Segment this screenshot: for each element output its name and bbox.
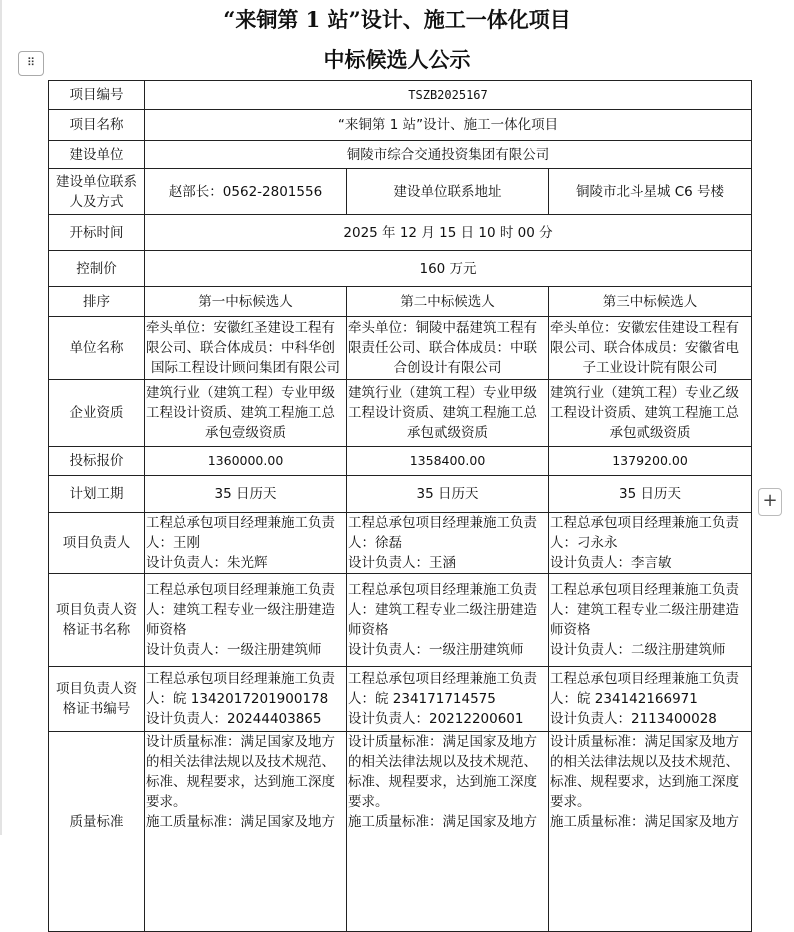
project-name: “来铜第 1 站”设计、施工一体化项目 [145,110,752,141]
row-open-time [49,215,752,251]
row-bid-price [49,447,752,476]
leader-cert-name-cell [145,574,347,667]
cell-line: 工程总承包项目经理兼施工负责人：建筑工程专业二级注册建造师资格 [550,582,739,638]
plus-icon[interactable]: + [758,488,782,516]
row-control-price [49,251,752,287]
qualification-cell: 建筑行业（建筑工程）专业甲级工程设计资质、建筑工程施工总承包贰级资质 [347,380,549,447]
label: 项目名称 [49,110,145,141]
row-quality-standard [49,732,752,932]
rank: 第三中标候选人 [549,287,752,317]
open-time: 2025 年 12 月 15 日 10 时 00 分 [145,215,752,251]
leader-cert-name-cell [549,574,752,667]
project-leader-cell [347,513,549,574]
row-project-no [49,81,752,110]
label: 企业资质 [49,380,145,447]
unit-name-cell: 牵头单位：铜陵中磊建筑工程有限责任公司、联合体成员：中联合创设计有限公司 [347,317,549,380]
bid-price-cell: 1379200.00 [549,447,752,476]
cell-line: 工程总承包项目经理兼施工负责人：徐磊 [348,515,537,551]
cell-line: 设计质量标准：满足国家及地方的相关法律法规以及技术规范、标准、规程要求，达到施工深度要求。 [348,734,537,810]
label: 计划工期 [49,476,145,513]
label: 单位名称 [49,317,145,380]
document-title: “来铜第 1 站”设计、施工一体化项目 [223,7,571,32]
bid-price-cell: 1360000.00 [145,447,347,476]
qualification-cell: 建筑行业（建筑工程）专业甲级工程设计资质、建筑工程施工总承包壹级资质 [145,380,347,447]
page-edge [0,0,2,835]
project-no: TSZB2025167 [145,81,752,110]
leader-cert-name-cell [347,574,549,667]
table-move-handle-icon[interactable]: ⠿ [18,51,44,76]
row-qualification [49,380,752,447]
unit-name-cell: 牵头单位：安徽红圣建设工程有限公司、联合体成员：中科华创国际工程设计顾问集团有限公司 [145,317,347,380]
rank: 第二中标候选人 [347,287,549,317]
address: 铜陵市北斗星城 C6 号楼 [549,169,752,215]
label: 项目负责人资格证书名称 [49,574,145,667]
cell-line: 设计负责人：朱光辉 [146,555,268,571]
cell-line: 工程总承包项目经理兼施工负责人：刁永永 [550,515,739,551]
cell-line: 设计质量标准：满足国家及地方的相关法律法规以及技术规范、标准、规程要求，达到施工深度要求。 [550,734,739,810]
qualification-cell: 建筑行业（建筑工程）专业乙级工程设计资质、建筑工程施工总承包贰级资质 [549,380,752,447]
label: 投标报价 [49,447,145,476]
cell-line: 工程总承包项目经理兼施工负责人：皖 234142166971 [550,671,739,707]
leader-cert-no-cell [145,667,347,732]
cell-line: 施工质量标准：满足国家及地方 [146,814,335,830]
label: 建设单位 [49,141,145,169]
project-leader-cell [549,513,752,574]
cell-line: 设计负责人：二级注册建筑师 [550,642,726,658]
label: 项目负责人 [49,513,145,574]
cell-line: 设计负责人：李言敏 [550,555,672,571]
owner: 铜陵市综合交通投资集团有限公司 [145,141,752,169]
label: 建设单位联系人及方式 [49,169,145,215]
row-project-name [49,110,752,141]
cell-line: 设计负责人：一级注册建筑师 [146,642,322,658]
row-unit-name [49,317,752,380]
project-leader-cell [145,513,347,574]
cell-line: 施工质量标准：满足国家及地方 [348,814,537,830]
label: 项目编号 [49,81,145,110]
quality-standard-cell [549,732,752,932]
cell-line: 设计质量标准：满足国家及地方的相关法律法规以及技术规范、标准、规程要求，达到施工深度要求。 [146,734,335,810]
control-price: 160 万元 [145,251,752,287]
label: 排序 [49,287,145,317]
cell-line: 工程总承包项目经理兼施工负责人：皖 234171714575 [348,671,537,707]
announcement-table [48,80,752,932]
row-contact [49,169,752,215]
cell-line: 工程总承包项目经理兼施工负责人：建筑工程专业一级注册建造师资格 [146,582,335,638]
row-rank [49,287,752,317]
label: 控制价 [49,251,145,287]
cell-line: 设计负责人：20244403865 [146,711,322,727]
duration-cell: 35 日历天 [549,476,752,513]
leader-cert-no-cell [549,667,752,732]
duration-cell: 35 日历天 [347,476,549,513]
label: 建设单位联系地址 [347,169,549,215]
cell-line: 工程总承包项目经理兼施工负责人：王刚 [146,515,335,551]
quality-standard-cell [347,732,549,932]
document-subtitle: 中标候选人公示 [323,47,471,72]
row-leader-cert-name [49,574,752,667]
label: 项目负责人资格证书编号 [49,667,145,732]
cell-line: 设计负责人：王涵 [348,555,456,571]
row-leader-cert-no [49,667,752,732]
unit-name-cell: 牵头单位：安徽宏佳建设工程有限公司、联合体成员：安徽省电子工业设计院有限公司 [549,317,752,380]
label: 质量标准 [49,732,145,932]
cell-line: 工程总承包项目经理兼施工负责人：皖 1342017201900178 [146,671,335,707]
rank: 第一中标候选人 [145,287,347,317]
quality-standard-cell [145,732,347,932]
cell-line: 设计负责人：一级注册建筑师 [348,642,524,658]
contact: 赵部长：0562-2801556 [145,169,347,215]
cell-line: 设计负责人：20212200601 [348,711,524,727]
label: 开标时间 [49,215,145,251]
leader-cert-no-cell [347,667,549,732]
row-owner [49,141,752,169]
cell-line: 工程总承包项目经理兼施工负责人：建筑工程专业二级注册建造师资格 [348,582,537,638]
bid-price-cell: 1358400.00 [347,447,549,476]
row-project-leader [49,513,752,574]
cell-line: 施工质量标准：满足国家及地方 [550,814,739,830]
row-duration [49,476,752,513]
duration-cell: 35 日历天 [145,476,347,513]
cell-line: 设计负责人：2113400028 [550,711,717,727]
